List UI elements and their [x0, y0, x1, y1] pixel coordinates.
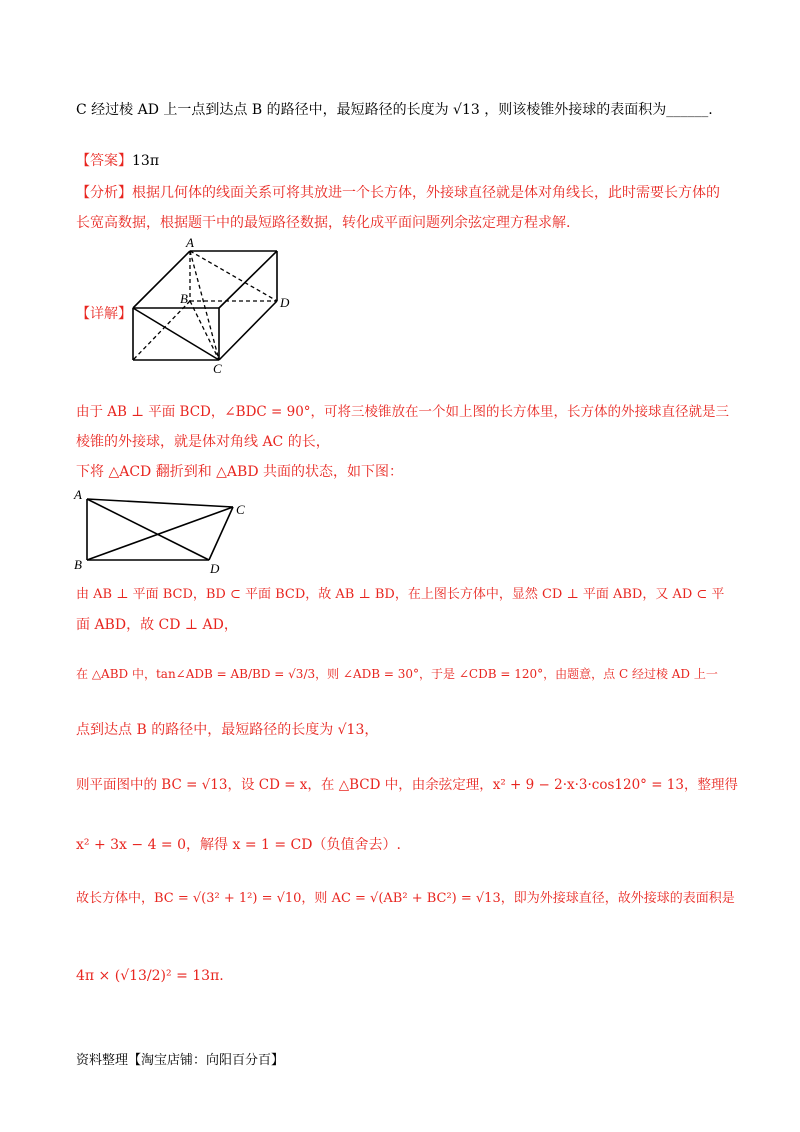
solution-line-1: 由于 AB ⊥ 平面 BCD，∠BDC = 90°，可将三棱锥放在一个如上图的长方体里，长方体的外接球直径就是三: [76, 404, 730, 420]
proof-line-1: 由 AB ⊥ 平面 BCD，BD ⊂ 平面 BCD，故 AB ⊥ BD，在上图长方体中，显然 CD ⊥ 平面 ABD，又 AD ⊂ 平: [76, 587, 725, 602]
figure2-label-b: B: [74, 557, 82, 572]
solution-line-3: 下将 △ACD 翻折到和 △ABD 共面的状态，如下图：: [76, 464, 404, 480]
analysis-text-1: 根据几何体的线面关系可将其放进一个长方体，外接球直径就是体对角线长，此时需要长方体的: [132, 185, 720, 201]
solution-line-2: 棱锥的外接球，就是体对角线 AC 的长，: [76, 434, 330, 450]
analysis-line-2: 长宽高数据，根据题干中的最短路径数据，转化成平面问题列余弦定理方程求解.: [76, 215, 571, 231]
proof-line-8: 4π × (√13/2)² = 13π.: [76, 968, 224, 984]
folded-figure: [70, 485, 260, 575]
proof-line-3: 在 △ABD 中，tan∠ADB = AB/BD = √3/3，则 ∠ADB = 30°，于是 ∠CDB = 120°，由题意，点 C 经过棱 AD 上一: [76, 667, 718, 681]
proof-line-2: 面 ABD，故 CD ⊥ AD，: [76, 617, 238, 633]
answer-tag: 【答案】: [76, 153, 132, 169]
proof-line-4: 点到达点 B 的路径中，最短路径的长度为 √13，: [76, 722, 379, 738]
footer-text: 资料整理【淘宝店铺：向阳百分百】: [76, 1053, 285, 1068]
detail-tag: 【详解】: [76, 306, 132, 322]
figure1-label-c: C: [213, 361, 222, 376]
figure2-label-d: D: [210, 561, 220, 575]
analysis-line-1: [76, 183, 720, 203]
proof-line-6: x² + 3x − 4 = 0，解得 x = 1 = CD（负值舍去）.: [76, 837, 401, 853]
figure2-label-a: A: [74, 487, 82, 502]
answer-value: 13π: [132, 153, 160, 169]
figure1-label-a: A: [186, 235, 194, 250]
analysis-tag: 【分析】: [76, 185, 132, 201]
cuboid-figure: [120, 235, 320, 380]
answer-line: [76, 151, 159, 171]
figure1-label-b: B: [180, 291, 188, 306]
proof-line-7: 故长方体中，BC = √(3² + 1²) = √10，则 AC = √(AB² + BC²) = √13，即为外接球直径，故外接球的表面积是: [76, 891, 735, 906]
figure2-label-c: C: [236, 502, 245, 517]
figure1-label-d: D: [280, 295, 290, 310]
proof-line-5: 则平面图中的 BC = √13，设 CD = x，在 △BCD 中，由余弦定理，x² + 9 − 2·x·3·cos120° = 13，整理得: [76, 777, 738, 793]
problem-text: C 经过棱 AD 上一点到达点 B 的路径中，最短路径的长度为 √13 ，则该棱锥外接球的表面积为______.: [76, 102, 713, 118]
